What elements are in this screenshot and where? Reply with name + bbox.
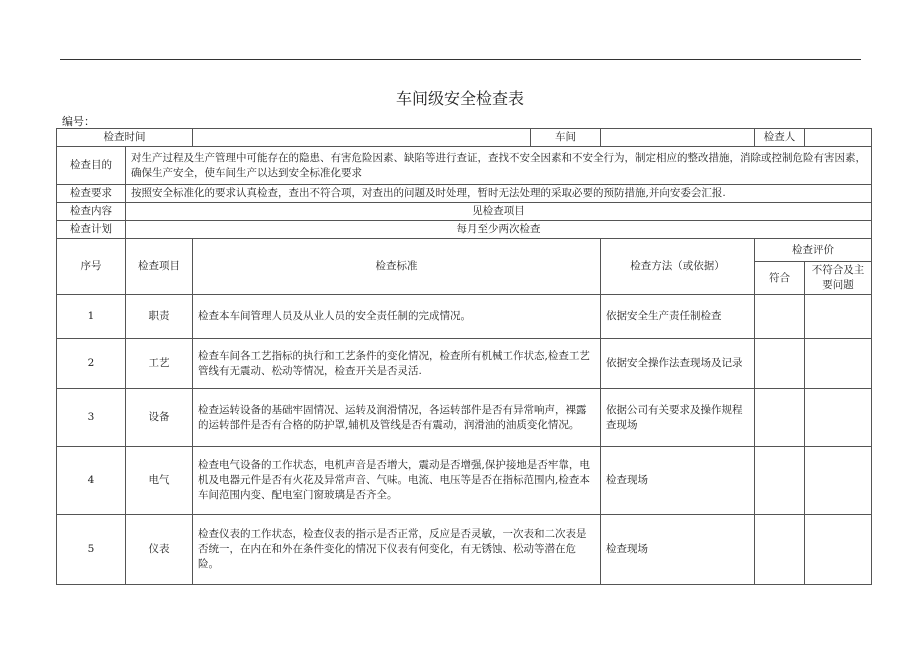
row-method: 依据安全生产责任制检查: [601, 295, 755, 339]
row-number: 2: [57, 339, 126, 389]
row-standard: 检查车间各工艺指标的执行和工艺条件的变化情况，检查所有机械工作状态,检查工艺管线有无震动、松动等情况，检查开关是否灵活.: [193, 339, 601, 389]
col-header-item: 检查项目: [126, 239, 193, 295]
workshop-field[interactable]: [601, 129, 755, 147]
row-standard: 检查仪表的工作状态，检查仪表的指示是否正常，反应是否灵敏，一次表和二次表是否统一，在内在和外在条件变化的情况下仪表有何变化，有无锈蚀、松动等潜在危险。: [193, 515, 601, 585]
row-conform-cell[interactable]: [755, 295, 805, 339]
content-label: 检查内容: [57, 203, 126, 221]
table-row: [57, 295, 872, 339]
inspector-field[interactable]: [805, 129, 872, 147]
plan-text: 每月至少两次检查: [126, 221, 872, 239]
table-row: [57, 515, 872, 585]
content-text: 见检查项目: [126, 203, 872, 221]
row-number: 4: [57, 447, 126, 515]
row-number: 1: [57, 295, 126, 339]
inspection-table: [56, 128, 872, 585]
row-issue-cell[interactable]: [805, 515, 872, 585]
row-method: 检查现场: [601, 515, 755, 585]
col-header-method: 检查方法（或依据）: [601, 239, 755, 295]
col-header-conform: 符合: [755, 262, 805, 295]
row-standard: 检查本车间管理人员及从业人员的安全责任制的完成情况。: [193, 295, 601, 339]
row-issue-cell[interactable]: [805, 389, 872, 447]
row-conform-cell[interactable]: [755, 389, 805, 447]
row-conform-cell[interactable]: [755, 447, 805, 515]
check-time-field[interactable]: [193, 129, 531, 147]
table-row: [57, 389, 872, 447]
row-item: 职责: [126, 295, 193, 339]
row-issue-cell[interactable]: [805, 339, 872, 389]
row-item: 电气: [126, 447, 193, 515]
row-conform-cell[interactable]: [755, 515, 805, 585]
col-header-nonconform: 不符合及主要问题: [805, 262, 872, 295]
inspector-label: 检查人: [755, 129, 805, 147]
row-item: 工艺: [126, 339, 193, 389]
header-rule: [60, 59, 861, 60]
plan-label: 检查计划: [57, 221, 126, 239]
requirement-text: 按照安全标准化的要求认真检查，查出不符合项，对查出的问题及时处理，暂时无法处理的采取必要的预防措施,并向安委会汇报.: [126, 185, 872, 203]
workshop-label: 车间: [531, 129, 601, 147]
row-method: 检查现场: [601, 447, 755, 515]
check-time-label: 检查时间: [57, 129, 193, 147]
row-item: 设备: [126, 389, 193, 447]
col-header-evaluation: 检查评价: [755, 239, 872, 262]
purpose-text: 对生产过程及生产管理中可能存在的隐患、有害危险因素、缺陷等进行查证，查找不安全因素和不安全行为，制定相应的整改措施，消除或控制危险有害因素，确保生产安全，使车间生产以达到安全标准化要求: [126, 147, 872, 185]
row-issue-cell[interactable]: [805, 447, 872, 515]
row-method: 依据安全操作法查现场及记录: [601, 339, 755, 389]
row-standard: 检查运转设备的基础牢固情况、运转及润滑情况，各运转部件是否有异常响声，裸露的运转部件是否有合格的防护罩,辅机及管线是否有震动，润滑油的油质变化情况。: [193, 389, 601, 447]
row-number: 3: [57, 389, 126, 447]
requirement-label: 检查要求: [57, 185, 126, 203]
purpose-label: 检查目的: [57, 147, 126, 185]
row-item: 仪表: [126, 515, 193, 585]
row-standard: 检查电气设备的工作状态，电机声音是否增大，震动是否增强,保护接地是否牢靠，电机及电器元件是否有火花及异常声音、气味。电流、电压等是否在指标范围内,检查本车间范围内变、配电室门窗玻璃是否齐全。: [193, 447, 601, 515]
serial-number-label: 编号：: [62, 115, 95, 128]
col-header-no: 序号: [57, 239, 126, 295]
row-issue-cell[interactable]: [805, 295, 872, 339]
row-method: 依据公司有关要求及操作规程查现场: [601, 389, 755, 447]
col-header-standard: 检查标准: [193, 239, 601, 295]
row-conform-cell[interactable]: [755, 339, 805, 389]
table-row: [57, 339, 872, 389]
page-title: 车间级安全检查表: [395, 89, 524, 108]
row-number: 5: [57, 515, 126, 585]
table-row: [57, 447, 872, 515]
